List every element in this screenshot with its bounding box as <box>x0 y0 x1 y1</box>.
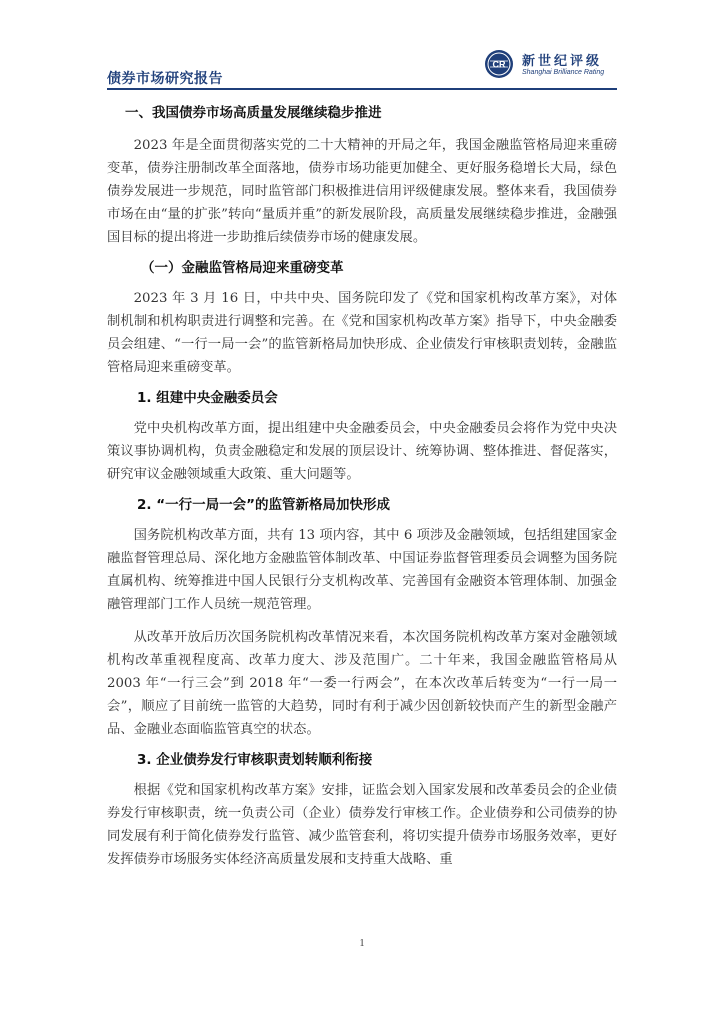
brand-mark-text: CR <box>492 59 506 70</box>
item-heading-3: 3. 企业债券发行审核职责划转顺利衔接 <box>137 752 373 768</box>
subsection-intro-paragraph: 2023 年 3 月 16 日，中共中央、国务院印发了《党和国家机构改革方案》，对体制机制和机构职责进行调整和完善。在《党和国家机构改革方案》指导下，中央金融委员会组建、“一行一局一会”的监管新格局加快形成、企业债发行审核职责划转，金融监管格局迎来重磅变革。 <box>107 291 617 375</box>
brand-name-en: Shanghai Brilliance Rating <box>522 69 605 76</box>
page-number: 1 <box>359 938 365 949</box>
item-2-paragraph-1: 国务院机构改革方面，共有 13 项内容，其中 6 项涉及金融领域，包括组建国家金融监督管理总局、深化地方金融监管体制改革、中国证券监督管理委员会调整为国务院直属机构、统筹推进中国人民银行分支机构改革、完善国有金融资本管理体制、加强金融管理部门工作人员统一规范管理。 <box>107 528 617 612</box>
item-heading-2: 2. “一行一局一会”的监管新格局加快形成 <box>137 497 390 513</box>
section-intro-paragraph: 2023 年是全面贯彻落实党的二十大精神的开局之年，我国金融监管格局迎来重磅变革，债券注册制改革全面落地，债券市场功能更加健全、更好服务稳增长大局，绿色债券发展进一步规范，同时监管部门积极推进信用评级健康发展。整体来看，我国债券市场在由“量的扩张”转向“量质并重”的新发展阶段，高质量发展继续稳步推进，金融强国目标的提出将进一步助推后续债券市场的健康发展。 <box>107 138 617 245</box>
item-1-paragraph: 党中央机构改革方面，提出组建中央金融委员会，中央金融委员会将作为党中央决策议事协调机构，负责金融稳定和发展的顶层设计、统筹协调、整体推进、督促落实，研究审议金融领域重大政策、重大问题等。 <box>107 421 617 482</box>
document-body <box>107 98 617 871</box>
subsection-heading: （一）金融监管格局迎来重磅变革 <box>141 260 344 276</box>
header-divider <box>107 88 617 90</box>
item-3-paragraph: 根据《党和国家机构改革方案》安排，证监会划入国家发展和改革委员会的企业债券发行审核职责，统一负责公司（企业）债券发行审核工作。企业债券和公司债券的协同发展有利于简化债券发行监管、减少监管套利，将切实提升债券市场服务效率，更好发挥债券市场服务实体经济高质量发展和支持重大战略、重 <box>107 783 617 867</box>
report-title: 债券市场研究报告 <box>107 71 223 87</box>
brand-logo <box>484 47 624 85</box>
section-heading: 一、我国债券市场高质量发展继续稳步推进 <box>125 105 382 121</box>
brand-name-cn: 新世纪评级 <box>522 54 603 69</box>
item-heading-1: 1. 组建中央金融委员会 <box>137 390 278 406</box>
item-2-paragraph-2: 从改革开放后历次国务院机构改革情况来看，本次国务院机构改革方案对金融领域机构改革重视程度高、改革力度大、涉及范围广。二十年来，我国金融监管格局从 2003 年“一行三会”到 2018 年“一委一行两会”，在本次改革后转变为“一行一局一会”，顺应了目前统一监管的大趋势，同时有利于减少因创新较快而产生的新型金融产品、金融业态面临监管真空的状态。 <box>107 630 617 737</box>
brand-emblem-icon <box>484 49 514 79</box>
